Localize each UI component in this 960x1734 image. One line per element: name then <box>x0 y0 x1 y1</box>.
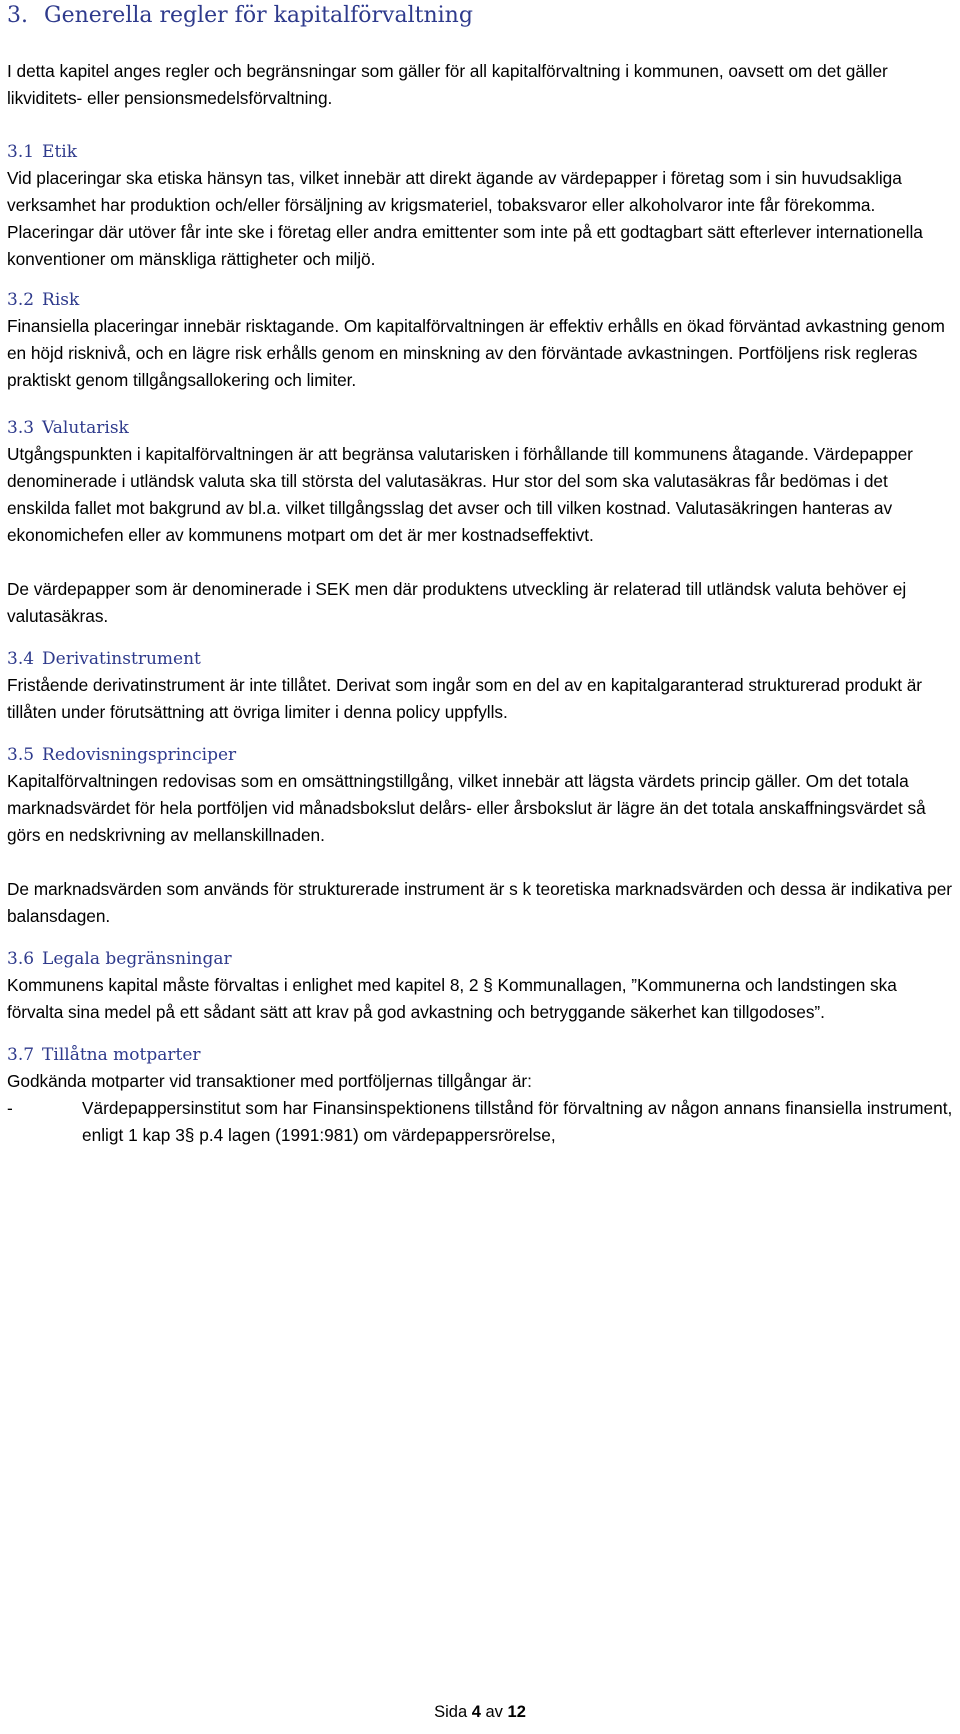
section-text-redovisning-1: Kapitalförvaltningen redovisas som en omsättningstillgång, vilket innebär att lägsta värdets princip gäller. Om det totala marknadsvärdet för hela portföljen vid månadsbokslut delårs- eller årsbokslut är lägre än det totala anskaffningsvärdet så görs en nedskrivning av mellanskillnaden. <box>7 771 926 845</box>
section-heading-etik <box>7 140 955 165</box>
section-text-motparter: Godkända motparter vid transaktioner med portföljernas tillgångar är: <box>7 1071 532 1091</box>
list-item-text: Värdepappersinstitut som har Finansinspektionens tillstånd för förvaltning av någon annans finansiella instrument, enligt 1 kap 3§ p.4 lagen (1991:981) om värdepappersrörelse, <box>82 1098 953 1145</box>
footer-prefix: Sida <box>434 1703 468 1721</box>
section-text-valutarisk-2: De värdepapper som är denominerade i SEK men där produktens utveckling är relaterad till utländsk valuta behöver ej valutasäkras. <box>7 579 907 626</box>
page-footer <box>0 1701 960 1723</box>
section-title: Etik <box>42 142 78 162</box>
footer-page-number: 4 <box>471 1703 481 1721</box>
section-title: Derivatinstrument <box>42 649 201 669</box>
footer-page-total: 12 <box>507 1703 526 1721</box>
chapter-number: 3. <box>7 3 28 28</box>
section-text-legala: Kommunens kapital måste förvaltas i enlighet med kapitel 8, 2 § Kommunallagen, ”Kommunerna och landstingen ska förvalta sina medel på ett sådant sätt att krav på god avkastning och betryggande säkerhet kan tillgodoses”. <box>7 975 897 1022</box>
section-number: 3.7 <box>7 1045 35 1065</box>
section-heading-legala <box>7 947 955 972</box>
section-text-etik: Vid placeringar ska etiska hänsyn tas, vilket innebär att direkt ägande av värdepapper i företag som i sin huvudsakliga verksamhet har produktion och/eller försäljning av krigsmateriel, tobaksvaror eller alkoholvaror inte får förekomma. Placeringar där utöver får inte ske i företag eller andra emittenter som inte på ett godtagbart sätt efterlever internationella konventioner om mänskliga rättigheter och miljö. <box>7 168 923 269</box>
list-item <box>7 1095 955 1149</box>
section-number: 3.5 <box>7 745 35 765</box>
section-title: Valutarisk <box>42 418 129 438</box>
list-dash: - <box>7 1098 13 1118</box>
section-heading-valutarisk <box>7 416 955 441</box>
section-number: 3.2 <box>7 290 35 310</box>
section-title: Risk <box>42 290 80 310</box>
page-content <box>7 0 955 1149</box>
section-number: 3.3 <box>7 418 35 438</box>
section-number: 3.1 <box>7 142 35 162</box>
chapter-intro: I detta kapitel anges regler och begränsningar som gäller för all kapitalförvaltning i kommunen, oavsett om det gäller likviditets- eller pensionsmedelsförvaltning. <box>7 61 888 108</box>
section-text-valutarisk-1: Utgångspunkten i kapitalförvaltningen är att begränsa valutarisken i förhållande till kommunens åtagande. Värdepapper denominerade i utländsk valuta ska till största del valutasäkras. Hur stor del som ska valutasäkras får bedömas i det enskilda fallet mot bakgrund av bl.a. vilket tillgångsslag det avser och till vilken kostnad. Valutasäkringen hanteras av ekonomichefen eller av kommunens motpart om det är mer kostnadseffektivt. <box>7 444 913 545</box>
section-heading-motparter <box>7 1043 955 1068</box>
section-title: Legala begränsningar <box>42 949 232 969</box>
chapter-heading <box>7 0 955 30</box>
section-text-derivat: Fristående derivatinstrument är inte tillåtet. Derivat som ingår som en del av en kapitalgaranterad strukturerad produkt är tillåten under förutsättning att övriga limiter i denna policy uppfylls. <box>7 675 923 722</box>
section-title: Tillåtna motparter <box>42 1045 201 1065</box>
footer-middle: av <box>485 1703 503 1721</box>
section-number: 3.6 <box>7 949 35 969</box>
counterparty-list <box>7 1095 955 1149</box>
section-number: 3.4 <box>7 649 35 669</box>
section-heading-redovisning <box>7 743 955 768</box>
section-text-redovisning-2: De marknadsvärden som används för strukturerade instrument är s k teoretiska marknadsvärden och dessa är indikativa per balansdagen. <box>7 879 952 926</box>
section-heading-risk <box>7 288 955 313</box>
section-text-risk: Finansiella placeringar innebär risktagande. Om kapitalförvaltningen är effektiv erhålls en ökad förväntad avkastning genom en höjd risknivå, och en lägre risk erhålls genom en minskning av den förväntade avkastningen. Portföljens risk regleras praktiskt genom tillgångsallokering och limiter. <box>7 316 945 390</box>
section-heading-derivat <box>7 647 955 672</box>
chapter-title: Generella regler för kapitalförvaltning <box>44 3 473 28</box>
section-title: Redovisningsprinciper <box>42 745 237 765</box>
